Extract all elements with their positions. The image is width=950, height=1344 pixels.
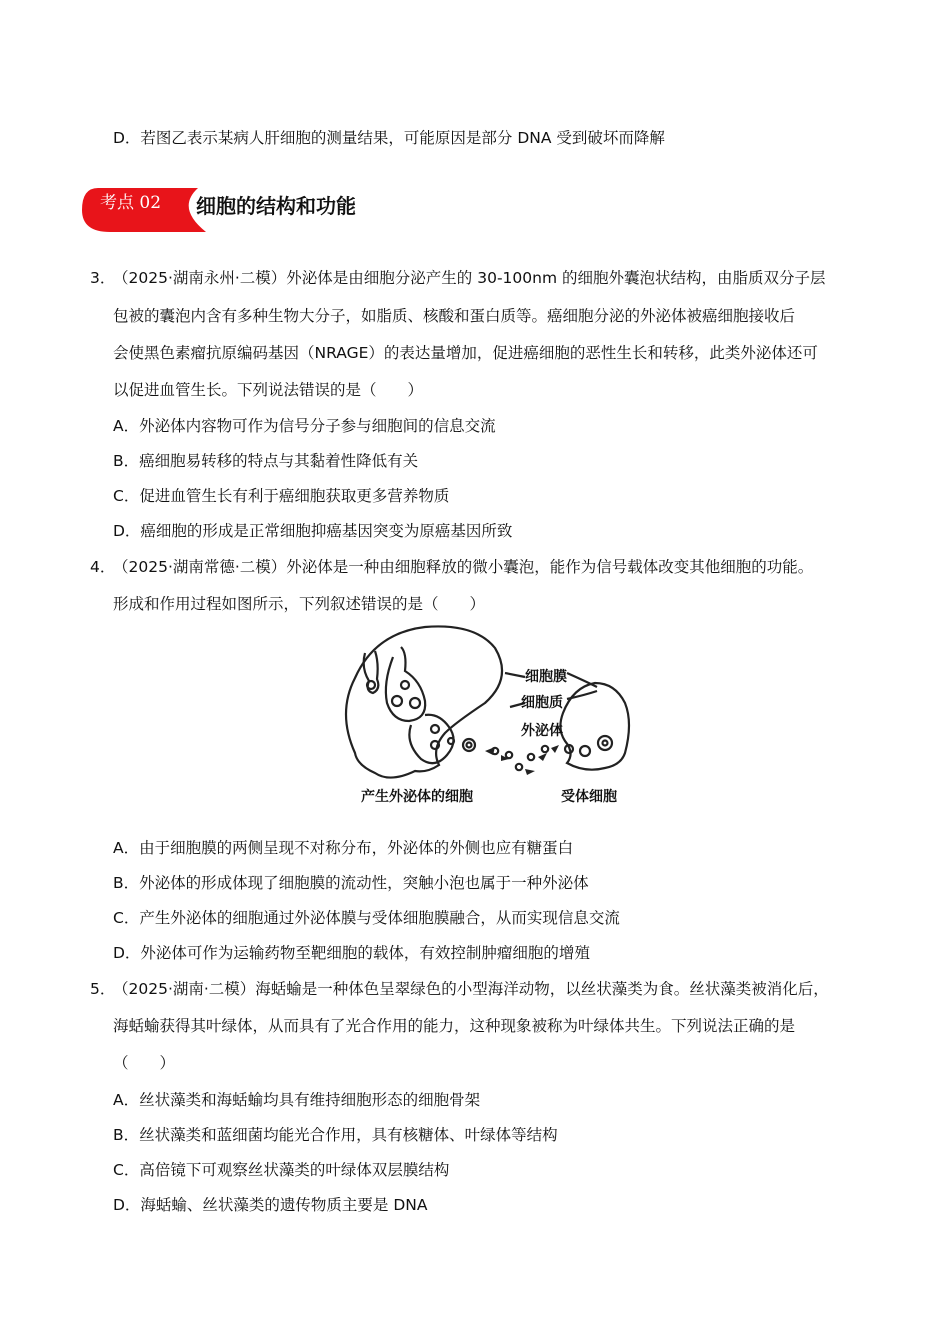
q4-line-2: 形成和作用过程如图所示，下列叙述错误的是（ ） — [113, 595, 486, 613]
q4-option-d: D．外泌体可作为运输药物至靶细胞的载体，有效控制肿瘤细胞的增殖 — [113, 944, 590, 962]
q3-option-b: B．癌细胞易转移的特点与其黏着性降低有关 — [113, 452, 419, 470]
q5-line-3: （ ） — [113, 1054, 176, 1072]
q5-option-b: B．丝状藻类和蓝细菌均能光合作用，具有核糖体、叶绿体等结构 — [113, 1126, 558, 1144]
q3-line-2: 包被的囊泡内含有多种生物大分子，如脂质、核酸和蛋白质等。癌细胞分泌的外泌体被癌细胞接收后 — [113, 307, 796, 325]
q5-line-1: （2025·湖南·二模）海蛞蝓是一种体色呈翠绿色的小型海洋动物，以丝状藻类为食。丝状藻类被消化后， — [113, 980, 829, 998]
q3-option-c: C．促进血管生长有利于癌细胞获取更多营养物质 — [113, 487, 450, 505]
q3-line-3: 会使黑色素瘤抗原编码基因（NRAGE）的表达量增加，促进癌细胞的恶性生长和转移，此类外泌体还可 — [113, 344, 818, 362]
section-title: 细胞的结构和功能 — [196, 194, 356, 218]
q3-number: 3． — [90, 269, 116, 287]
prev-option-d: D．若图乙表示某病人肝细胞的测量结果，可能原因是部分 DNA 受到破坏而降解 — [113, 129, 665, 147]
receiver-cell-membrane — [560, 683, 629, 770]
label-exosome: 外泌体 — [521, 723, 563, 739]
q5-line-2: 海蛞蝓获得其叶绿体，从而具有了光合作用的能力，这种现象被称为叶绿体共生。下列说法正确的是 — [113, 1017, 796, 1035]
label-producer-cell: 产生外泌体的细胞 — [361, 789, 473, 805]
q5-option-d: D．海蛞蝓、丝状藻类的遗传物质主要是 DNA — [113, 1196, 428, 1214]
q3-option-d: D．癌细胞的形成是正常细胞抑癌基因突变为原癌基因所致 — [113, 522, 513, 540]
q3-line-1: （2025·湖南永州·二模）外泌体是由细胞分泌产生的 30-100nm 的细胞外囊泡状结构，由脂质双分子层 — [113, 269, 826, 287]
q4-option-a: A．由于细胞膜的两侧呈现不对称分布，外泌体的外侧也应有糖蛋白 — [113, 839, 574, 857]
label-receiver-cell: 受体细胞 — [561, 789, 617, 805]
q5-option-a: A．丝状藻类和海蛞蝓均具有维持细胞形态的细胞骨架 — [113, 1091, 481, 1109]
q3-line-4: 以促进血管生长。下列说法错误的是（ ） — [113, 381, 424, 399]
label-cytoplasm: 细胞质 — [521, 695, 563, 711]
q4-option-b: B．外泌体的形成体现了细胞膜的流动性，突触小泡也属于一种外泌体 — [113, 874, 589, 892]
section-badge: 考点 02 — [100, 193, 162, 213]
exosome-figure — [335, 623, 635, 813]
q3-option-a: A．外泌体内容物可作为信号分子参与细胞间的信息交流 — [113, 417, 496, 435]
q4-line-1: （2025·湖南常德·二模）外泌体是一种由细胞释放的微小囊泡，能作为信号载体改变其他细胞的功能。 — [113, 558, 814, 576]
label-cell-membrane: 细胞膜 — [525, 669, 567, 685]
q5-option-c: C．高倍镜下可观察丝状藻类的叶绿体双层膜结构 — [113, 1161, 450, 1179]
q4-option-c: C．产生外泌体的细胞通过外泌体膜与受体细胞膜融合，从而实现信息交流 — [113, 909, 620, 927]
q5-number: 5． — [90, 980, 116, 998]
q4-number: 4． — [90, 558, 116, 576]
